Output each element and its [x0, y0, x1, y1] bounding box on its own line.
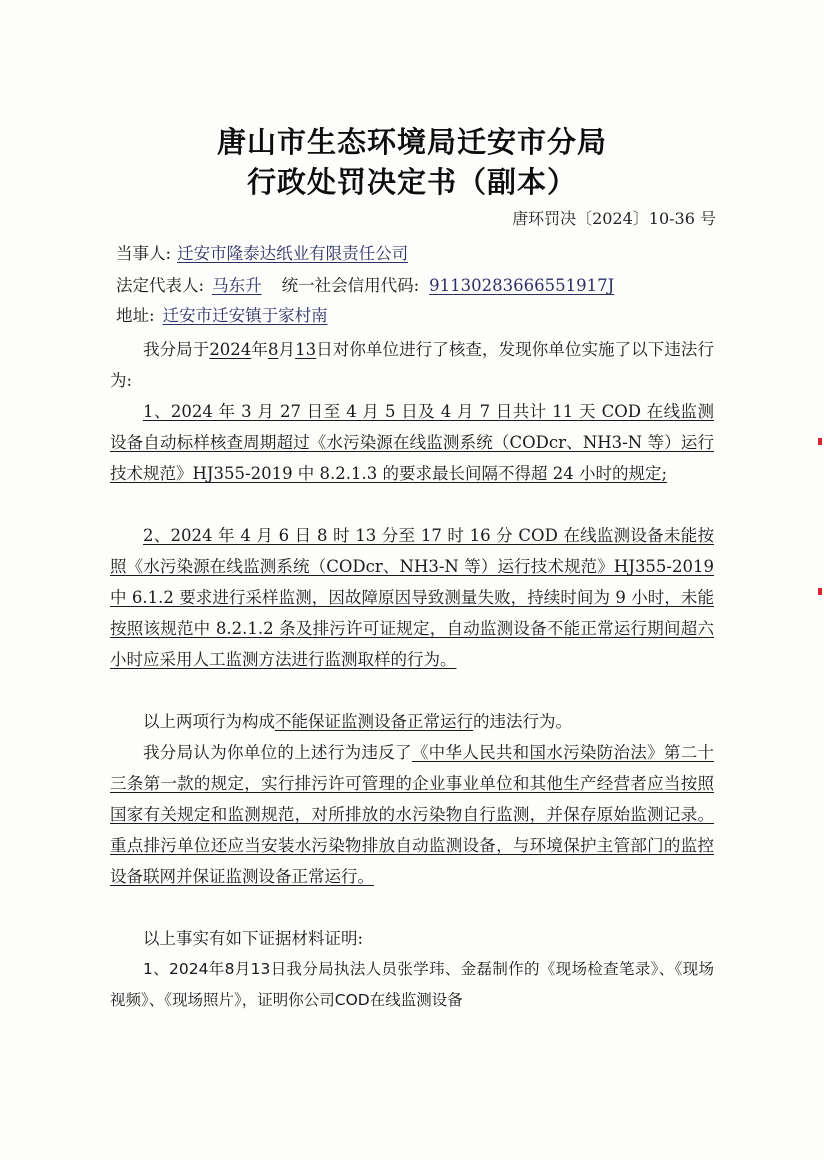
violation-2-paragraph — [110, 520, 714, 675]
party-line — [116, 242, 716, 266]
evidence-1-paragraph — [110, 954, 714, 1016]
scan-mark — [818, 438, 822, 445]
evidence-intro — [110, 923, 714, 954]
party-name: 迁安市隆泰达纸业有限责任公司 — [177, 244, 409, 263]
representative-line — [116, 274, 716, 298]
summary-text-end: 的违法行为。 — [473, 712, 572, 731]
intro-text: 年 — [251, 340, 268, 359]
agency-title: 唐山市生态环境局迁安市分局 — [216, 125, 607, 159]
address-value: 迁安市迁安镇于家村南 — [162, 306, 328, 325]
address-label: 地址: — [116, 306, 155, 325]
summary-violation: 不能保证监测设备正常运行 — [275, 712, 473, 731]
evidence-intro-text: 以上事实有如下证据材料证明: — [143, 929, 364, 948]
scan-mark — [818, 588, 822, 595]
intro-paragraph — [110, 334, 714, 396]
intro-text: 我分局于 — [143, 340, 210, 359]
representative-name: 马东升 — [212, 276, 262, 295]
party-label: 当事人: — [116, 244, 172, 263]
summary-paragraph — [110, 706, 714, 737]
law-intro: 我分局认为你单位的上述行为违反了 — [143, 743, 412, 762]
law-citation: 《中华人民共和国水污染防治法》第二十三条第一款的规定，实行排污许可管理的企业事业单位和其他生产经营者应当按照国家有关规定和监测规范，对所排放的水污染物自行监测，并保存原始监测记录。重点排污单位还应当安装水污染物排放自动监测设备，与环境保护主管部门的监控设备联网并保证监测设备正常运行。 — [110, 743, 715, 886]
address-line — [116, 304, 716, 328]
document-type-title: 行政处罚决定书（副本） — [246, 165, 577, 199]
violation-1-paragraph — [110, 396, 714, 489]
intro-text: 日对你单位进行了核查，发现你单位实施了以下违法行为: — [110, 340, 714, 390]
inspection-day: 13 — [295, 340, 317, 359]
representative-label: 法定代表人: — [116, 276, 205, 295]
intro-text: 月 — [278, 340, 296, 359]
inspection-month: 8 — [267, 340, 279, 359]
inspection-year: 2024 — [209, 340, 252, 359]
violation-1-text: 1、2024 年 3 月 27 日至 4 月 5 日及 4 月 7 日共计 11 天 COD 在线监测设备自动标样核查周期超过《水污染源在线监测系统（CODcr、NH3-N 等）运行技术规范》HJ355-2019 中 8.2.1.3 的要求最长间隔不得超 24 小时的规定; — [110, 402, 714, 483]
credit-code: 91130283666551917J — [429, 276, 615, 295]
evidence-1-text: 1、2024年8月13日我分局执法人员张学玮、金磊制作的《现场检查笔录》、《现场视频》、《现场照片》，证明你公司COD在线监测设备 — [110, 960, 714, 1009]
credit-code-label: 统一社会信用代码: — [281, 276, 420, 295]
violation-2-text: 2、2024 年 4 月 6 日 8 时 13 分至 17 时 16 分 COD 在线监测设备未能按照《水污染源在线监测系统（CODcr、NH3-N 等）运行技术规范》HJ355-2019 中 6.1.2 要求进行采样监测，因故障原因导致测量失败，持续时间为 9 小时，未能按照该规范中 8.2.1.2 条及排污许可证规定，自动监测设备不能正常运行期间超六小时应采用人工监测方法进行监测取样的行为。 — [110, 526, 714, 669]
summary-text: 以上两项行为构成 — [143, 712, 275, 731]
document-number: 唐环罚决〔2024〕10-36 号 — [512, 209, 716, 228]
law-paragraph — [110, 737, 714, 892]
